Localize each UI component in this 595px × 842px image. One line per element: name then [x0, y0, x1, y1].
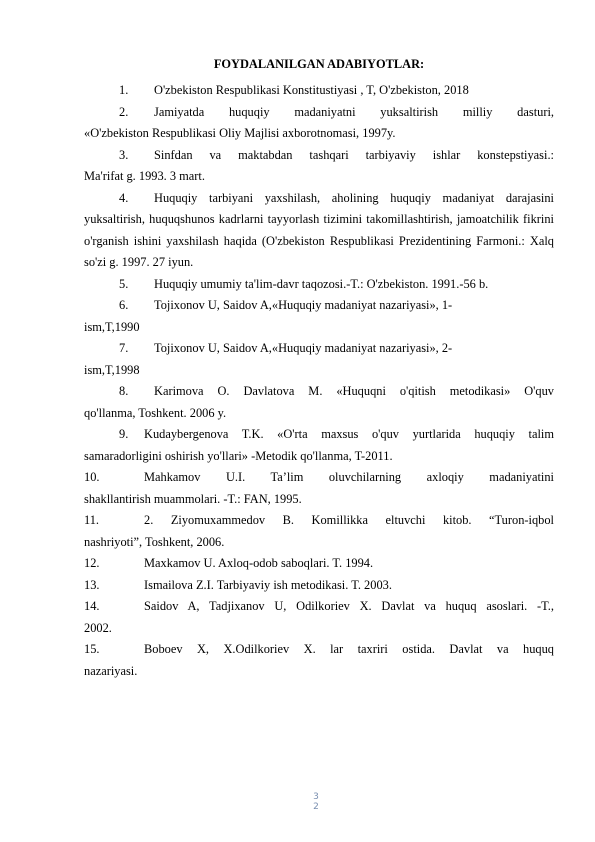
reference-number: 6. [119, 298, 129, 312]
reference-text: Tojixonov U, Saidov A,«Huquqiy madaniyat nazariyasi», 1- [154, 298, 453, 312]
reference-text-continued: qo'llanma, Toshkent. 2006 y. [84, 405, 227, 420]
page-number-top: 3 [313, 792, 319, 802]
reference-number: 14. [84, 599, 100, 613]
reference-item [84, 274, 554, 296]
reference-number: 13. [84, 577, 100, 592]
page-number [311, 792, 321, 812]
reference-text-continued: ism,T,1998 [84, 362, 140, 377]
reference-item [84, 102, 554, 145]
reference-list [84, 80, 554, 682]
reference-item [84, 188, 554, 274]
reference-text: Kudaybergenova T.K. «O'rta maxsus o'quv yurtlarida huquqiy talim [144, 427, 554, 441]
reference-item [84, 553, 554, 575]
page-title: FOYDALANILGAN ADABIYOTLAR: [213, 57, 425, 71]
reference-item [84, 510, 554, 553]
reference-number: 5. [119, 276, 129, 291]
reference-text: Karimova O. Davlatova M. «Huquqni o'qitish metodikasi» O'quv [154, 384, 554, 398]
reference-text: Tojixonov U, Saidov A,«Huquqiy madaniyat nazariyasi», 2- [154, 341, 453, 355]
reference-number: 9. [119, 427, 129, 441]
reference-item [84, 381, 554, 424]
reference-item [84, 338, 554, 381]
reference-text-continued: nazariyasi. [84, 663, 138, 678]
reference-number: 15. [84, 642, 100, 656]
reference-text: Maxkamov U. Axloq-odob saboqlari. T. 1994. [144, 556, 374, 570]
reference-number: 3. [119, 147, 129, 162]
reference-number: 1. [119, 83, 129, 97]
reference-text: Mahkamov U.I. Ta’lim oluvchilarning axloqiy madaniyatini [144, 470, 554, 484]
reference-text-continued: Ma'rifat g. 1993. 3 mart. [84, 169, 205, 183]
reference-item [84, 80, 554, 102]
reference-item [84, 424, 554, 467]
reference-text: O'zbekiston Respublikasi Konstitustiyasi , T, O'zbekiston, 2018 [154, 83, 469, 97]
reference-number: 11. [84, 513, 100, 527]
reference-item [84, 145, 554, 188]
reference-number: 4. [119, 190, 129, 205]
reference-text: Huquqiy umumiy ta'lim-davr taqozosi.-T.: O'zbekiston. 1991.-56 b. [154, 276, 489, 291]
reference-item [84, 575, 554, 597]
reference-text-continued: yuksaltirish, huquqshunos kadrlarni tayyorlash tizimini takomillashtirish, jamoatchilik fikrini o'rganish ishini yaxshilash haqida (O'zbekiston Respublikasi Prezidentining Farmoni.: Xalq so'zi g. 1997. 27 iyun. [84, 212, 554, 269]
reference-text-continued: 2002. [84, 620, 112, 635]
reference-text-continued: ism,T,1990 [84, 319, 140, 334]
reference-number: 7. [119, 341, 129, 355]
reference-text: Ismailova Z.I. Tarbiyaviy ish metodikasi. T. 2003. [144, 577, 392, 592]
reference-number: 8. [119, 384, 129, 398]
reference-item [84, 596, 554, 639]
reference-item [84, 295, 554, 338]
page-number-bottom: 2 [313, 802, 319, 812]
reference-text-continued: «O'zbekiston Respublikasi Oliy Majlisi axborotnomasi, 1997y. [84, 126, 396, 140]
reference-number: 12. [84, 556, 100, 570]
reference-number: 10. [84, 470, 100, 484]
reference-text-continued: samaradorligini oshirish yo'llari» -Metodik qo'llanma, T-2011. [84, 448, 393, 463]
reference-text: Jamiyatda huquqiy madaniyatni yuksaltirish milliy dasturi, [154, 104, 554, 119]
reference-text-continued: nashriyoti”, Toshkent, 2006. [84, 534, 225, 549]
reference-text: Boboev X, X.Odilkoriev X. lar taxriri ostida. Davlat va huquq [144, 642, 554, 656]
reference-text: Saidov A, Tadjixanov U, Odilkoriev X. Davlat va huquq asoslari. -T., [144, 599, 554, 613]
reference-item [84, 467, 554, 510]
reference-text: 2. Ziyomuxammedov B. Komillikka eltuvchi kitob. “Turon-iqbol [144, 513, 554, 527]
reference-item [84, 639, 554, 682]
reference-text: Huquqiy tarbiyani yaxshilash, aholining huquqiy madaniyat darajasini [154, 190, 554, 205]
reference-text-continued: shakllantirish muammolari. -T.: FAN, 1995. [84, 491, 302, 506]
reference-number: 2. [119, 104, 129, 119]
reference-text: Sinfdan va maktabdan tashqari tarbiyaviy ishlar konstepstiyasi.: [154, 147, 554, 162]
